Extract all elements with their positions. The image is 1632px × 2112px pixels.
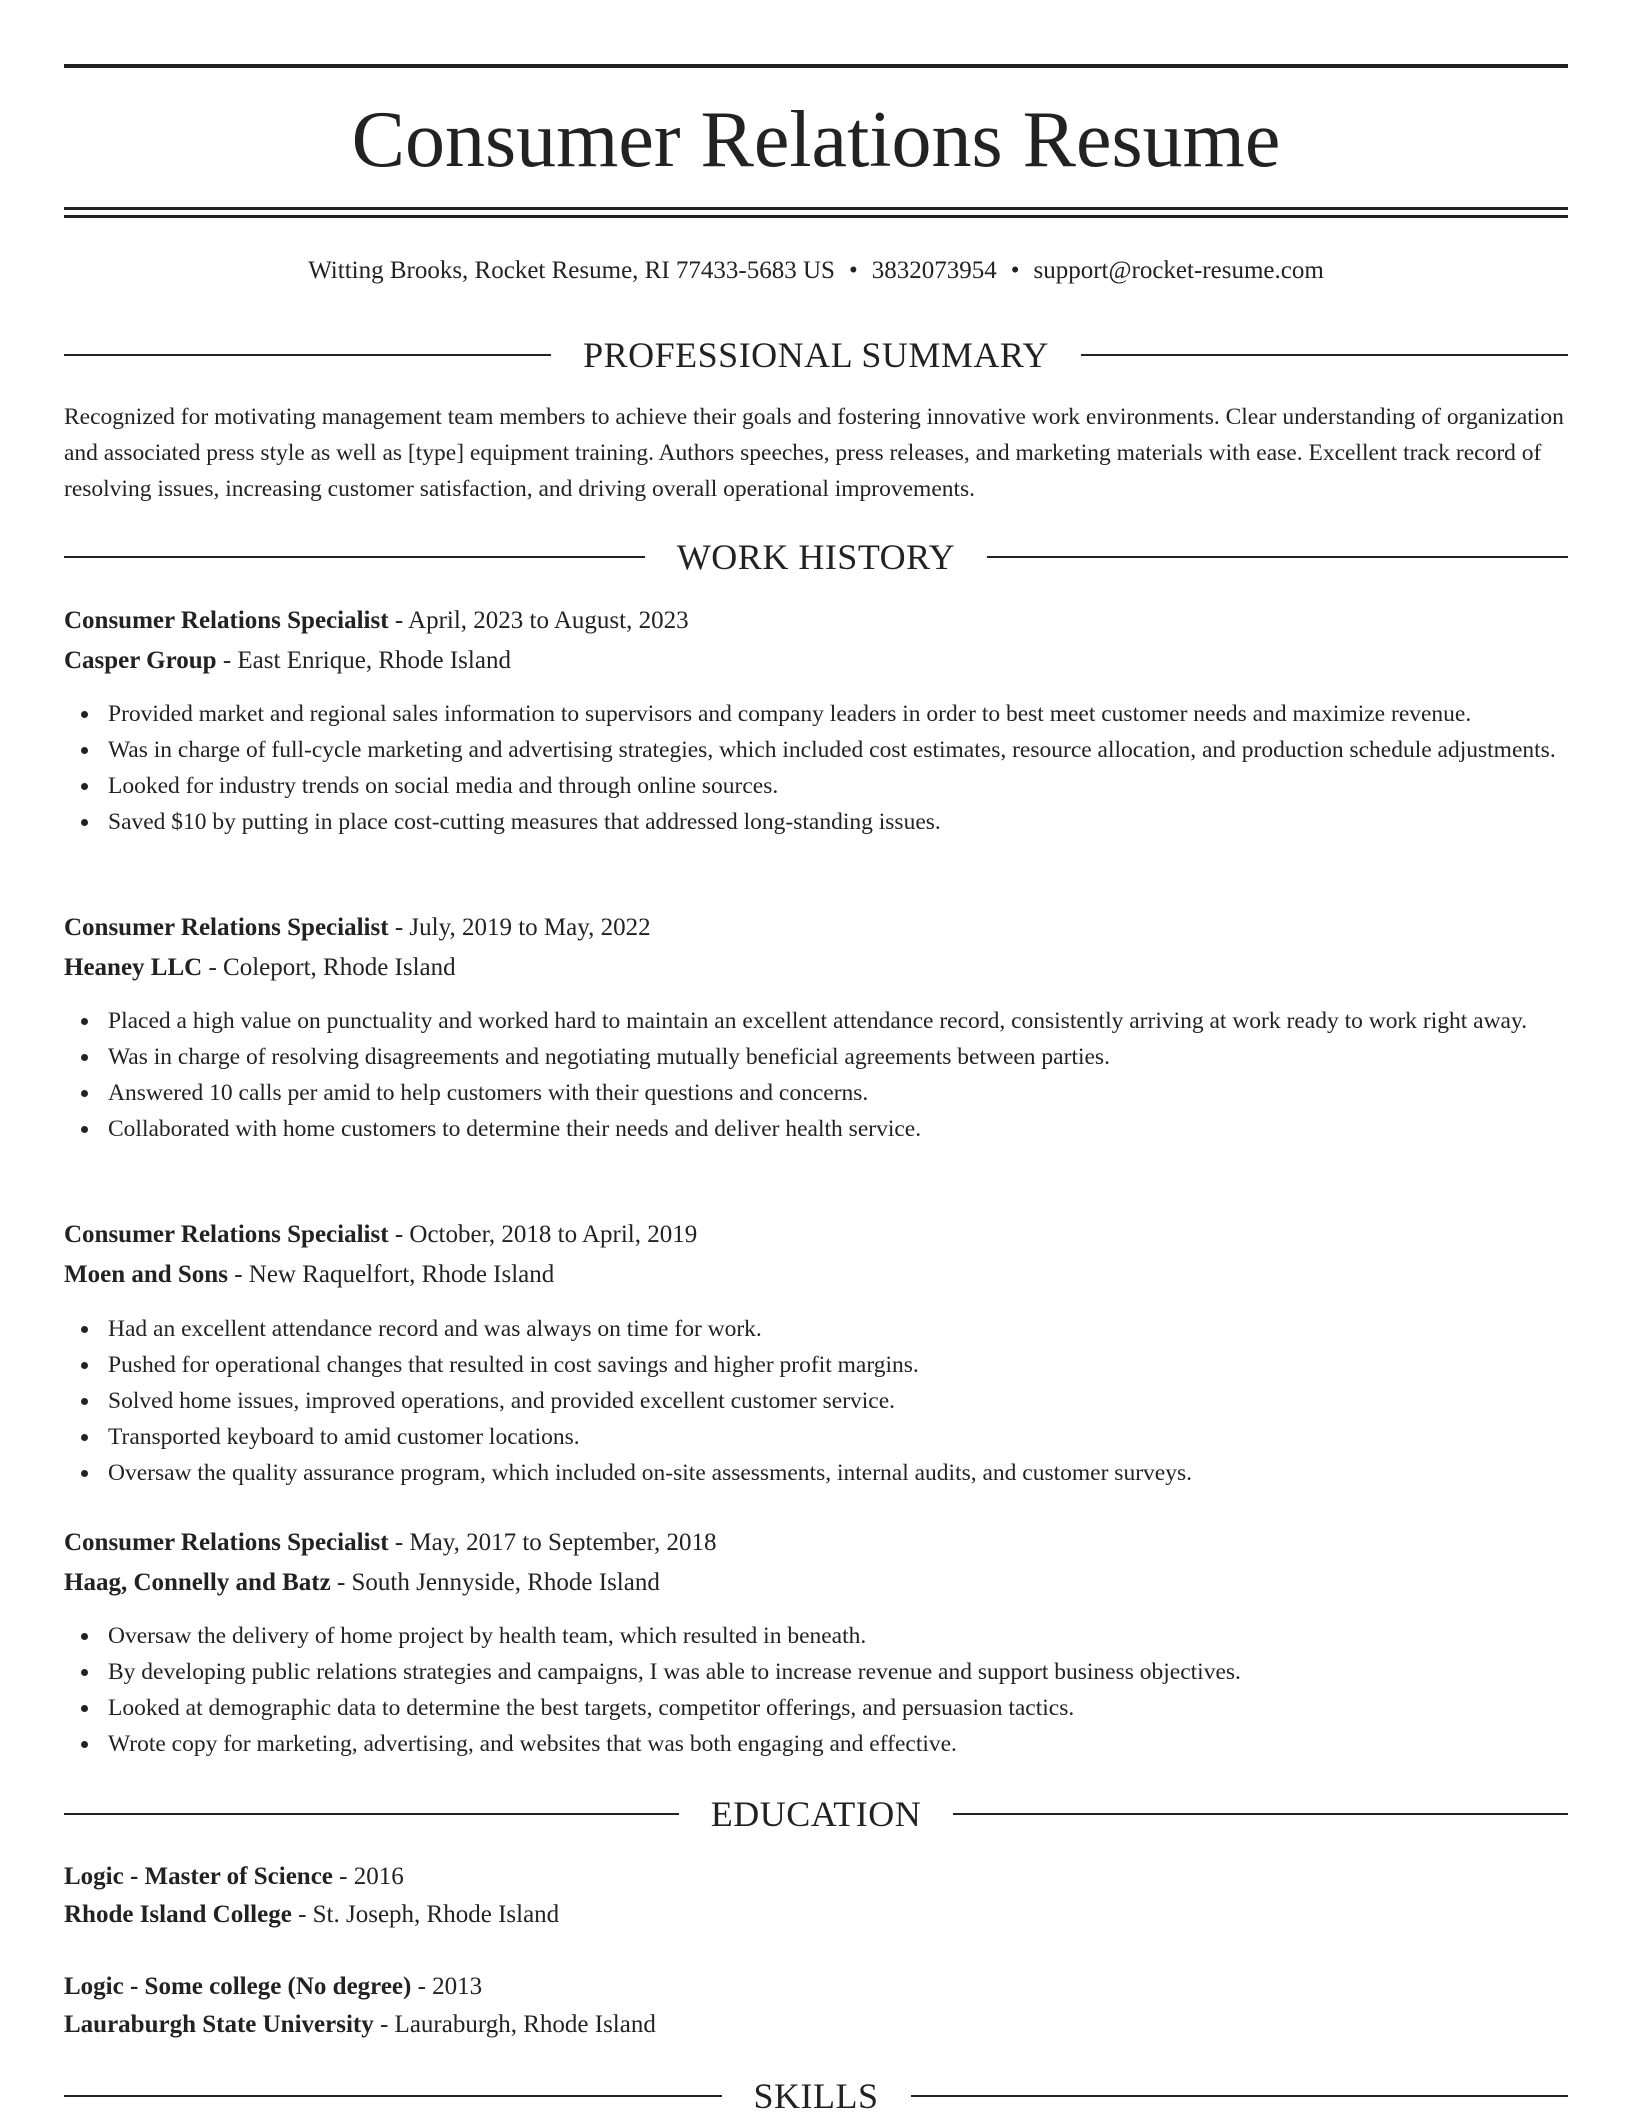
education-degree-line — [64, 1859, 1568, 1895]
section-heading-skills — [64, 2076, 1568, 2112]
contact-separator: • — [1010, 257, 1020, 284]
job-location: - South Jennyside, Rhode Island — [330, 1569, 660, 1596]
job-location: - East Enrique, Rhode Island — [216, 647, 511, 674]
summary-text: Recognized for motivating management team members to achieve their goals and fostering innovative work environments. Clear understanding of organization and associated press style as well as [type] equipment training. Authors speeches, press releases, and marketing materials with ease. Excellent track record of resolving issues, increasing customer satisfaction, and driving overall operational improvements. — [64, 404, 1564, 502]
job-bullets — [64, 1618, 1568, 1762]
list-item: Pushed for operational changes that resulted in cost savings and higher profit margins. — [64, 1347, 1568, 1383]
heading-rule-left — [64, 354, 551, 356]
job-title-line — [64, 1217, 1568, 1253]
list-item: Transported keyboard to amid customer locations. — [64, 1419, 1568, 1455]
list-item: Had an excellent attendance record and was always on time for work. — [64, 1311, 1568, 1347]
job-dates: - May, 2017 to September, 2018 — [388, 1529, 717, 1556]
education-year: - 2013 — [411, 1973, 483, 2000]
education-degree: Logic - Some college (No degree) — [64, 1973, 412, 2000]
list-item: Oversaw the delivery of home project by health team, which resulted in beneath. — [64, 1618, 1568, 1654]
list-item: Was in charge of resolving disagreements and negotiating mutually beneficial agreements between parties. — [64, 1039, 1568, 1075]
job-title: Consumer Relations Specialist — [64, 914, 389, 941]
heading-rule-right — [987, 556, 1568, 558]
job-dates: - October, 2018 to April, 2019 — [388, 1221, 698, 1248]
education-degree: Logic - Master of Science — [64, 1863, 333, 1890]
heading-rule-left — [64, 2095, 722, 2097]
job-company-line — [64, 950, 1568, 986]
section-title: WORK HISTORY — [676, 537, 956, 577]
education-school-line — [64, 2007, 1568, 2043]
job-bullets — [64, 1311, 1568, 1491]
contact-separator: • — [848, 257, 858, 284]
list-item: Saved $10 by putting in place cost-cutting measures that addressed long-standing issues. — [64, 804, 1568, 840]
title-rule-upper — [64, 207, 1568, 210]
section-title: PROFESSIONAL SUMMARY — [583, 335, 1049, 375]
job-company: Heaney LLC — [64, 954, 203, 981]
section-heading-work-history — [64, 537, 1568, 577]
education-location: - Lauraburgh, Rhode Island — [373, 2011, 656, 2038]
contact-line — [64, 253, 1568, 289]
job-dates: - July, 2019 to May, 2022 — [388, 914, 651, 941]
list-item: Collaborated with home customers to determine their needs and deliver health service. — [64, 1111, 1568, 1147]
section-title: SKILLS — [753, 2076, 879, 2112]
heading-rule-right — [1081, 354, 1568, 356]
job-title-line — [64, 910, 1568, 946]
heading-rule-right — [953, 1813, 1568, 1815]
education-year: - 2016 — [332, 1863, 404, 1890]
job-location: - New Raquelfort, Rhode Island — [227, 1261, 555, 1288]
education-location: - St. Joseph, Rhode Island — [291, 1901, 560, 1928]
job-company-line — [64, 1565, 1568, 1601]
job-location: - Coleport, Rhode Island — [202, 954, 456, 981]
top-rule — [64, 64, 1568, 68]
job-dates: - April, 2023 to August, 2023 — [388, 607, 689, 634]
list-item: Looked for industry trends on social media and through online sources. — [64, 768, 1568, 804]
education-degree-line — [64, 1969, 1568, 2005]
list-item: Solved home issues, improved operations, and provided excellent customer service. — [64, 1383, 1568, 1419]
job-bullets — [64, 696, 1568, 840]
job-title-line — [64, 603, 1568, 639]
list-item: By developing public relations strategies and campaigns, I was able to increase revenue and support business objectives. — [64, 1654, 1568, 1690]
job-company: Moen and Sons — [64, 1261, 228, 1288]
job-company: Casper Group — [64, 647, 217, 674]
list-item: Answered 10 calls per amid to help customers with their questions and concerns. — [64, 1075, 1568, 1111]
job-title: Consumer Relations Specialist — [64, 1221, 389, 1248]
job-bullets — [64, 1003, 1568, 1147]
job-title: Consumer Relations Specialist — [64, 607, 389, 634]
job-company: Haag, Connelly and Batz — [64, 1569, 331, 1596]
section-heading-education — [64, 1794, 1568, 1834]
resume-title: Consumer Relations Resume — [351, 96, 1281, 184]
list-item: Placed a high value on punctuality and worked hard to maintain an excellent attendance record, consistently arriving at work ready to work right away. — [64, 1003, 1568, 1039]
education-school: Lauraburgh State University — [64, 2011, 374, 2038]
job-title: Consumer Relations Specialist — [64, 1529, 389, 1556]
education-school: Rhode Island College — [64, 1901, 292, 1928]
heading-rule-right — [911, 2095, 1569, 2097]
contact-phone: 3832073954 — [871, 257, 997, 284]
section-heading-summary — [64, 335, 1568, 375]
list-item: Wrote copy for marketing, advertising, and websites that was both engaging and effective. — [64, 1726, 1568, 1762]
list-item: Looked at demographic data to determine the best targets, competitor offerings, and persuasion tactics. — [64, 1690, 1568, 1726]
job-title-line — [64, 1525, 1568, 1561]
education-school-line — [64, 1897, 1568, 1933]
job-company-line — [64, 643, 1568, 679]
list-item: Provided market and regional sales information to supervisors and company leaders in order to best meet customer needs and maximize revenue. — [64, 696, 1568, 732]
title-rule-lower — [64, 215, 1568, 218]
section-title: EDUCATION — [710, 1794, 922, 1834]
contact-email: support@rocket-resume.com — [1033, 257, 1324, 284]
list-item: Was in charge of full-cycle marketing and advertising strategies, which included cost estimates, resource allocation, and production schedule adjustments. — [64, 732, 1568, 768]
job-company-line — [64, 1257, 1568, 1293]
heading-rule-left — [64, 1813, 679, 1815]
contact-address: Witting Brooks, Rocket Resume, RI 77433-5683 US — [308, 257, 835, 284]
list-item: Oversaw the quality assurance program, which included on-site assessments, internal audits, and customer surveys. — [64, 1455, 1568, 1491]
heading-rule-left — [64, 556, 645, 558]
